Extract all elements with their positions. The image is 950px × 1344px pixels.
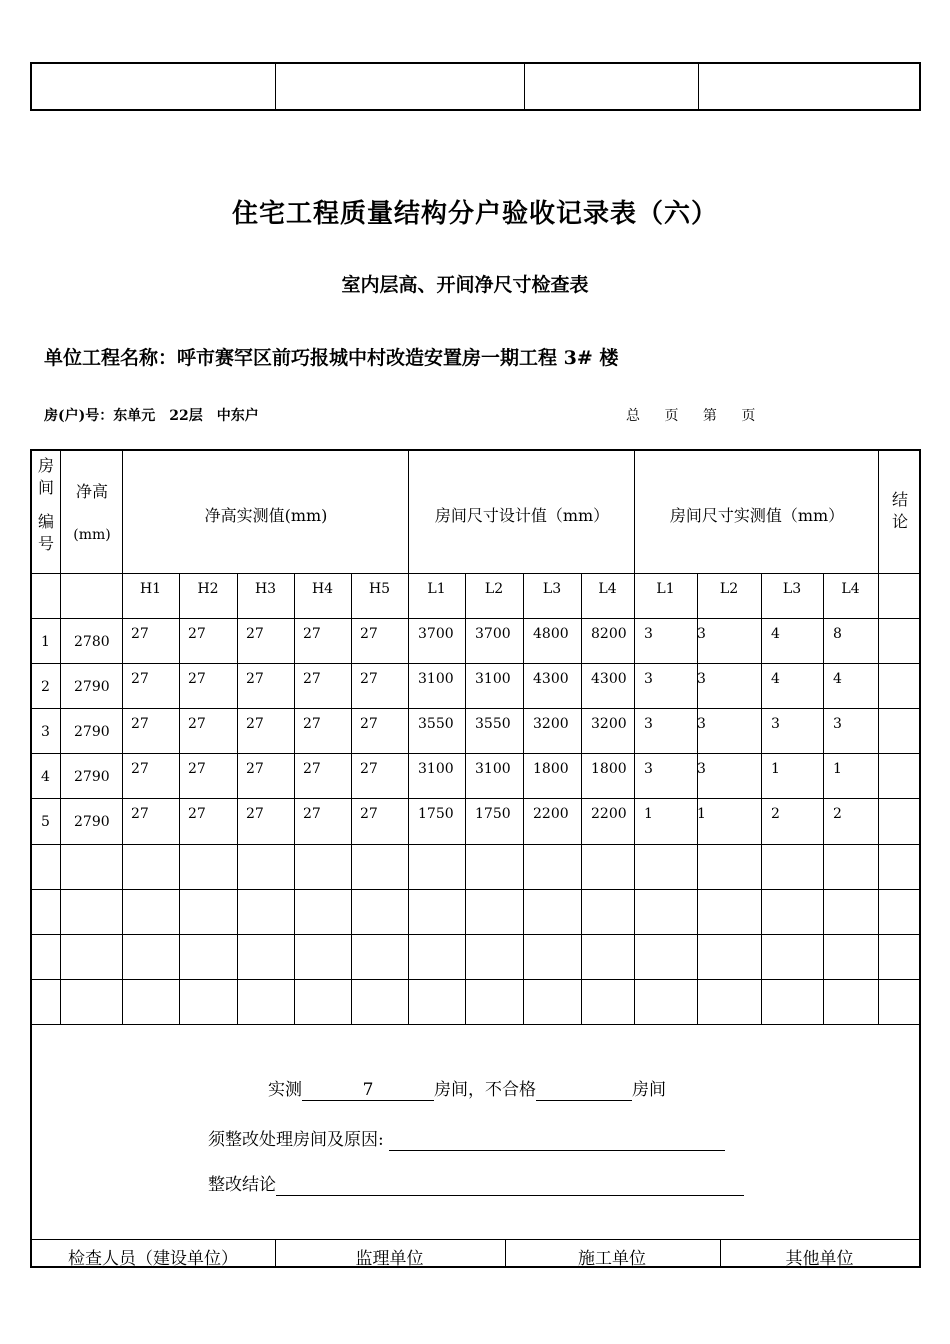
row-height-measured: 27 [360,671,378,687]
row-measured-size: 3 [644,716,653,732]
grid-line [878,451,879,573]
grid-line [32,663,919,664]
header-empty-box [30,62,921,111]
grid-line [32,1024,919,1025]
grid-line [634,451,635,573]
row-height-measured: 27 [131,626,149,642]
signature-supervisor: 监理单位 [355,1249,424,1269]
row-design-size: 3550 [418,716,454,732]
row-height-measured: 27 [303,806,321,822]
row-number: 4 [41,769,50,785]
grid-line [32,979,919,980]
row-height-measured: 27 [303,671,321,687]
vertical-char: 号 [37,534,54,553]
row-design-size: 3200 [533,716,569,732]
summary-rectify-label: 须整改处理房间及原因: [208,1130,384,1150]
header-measured-size: 房间尺寸实测值（mm） [669,506,845,525]
summary-rectify-line [208,1125,725,1151]
row-number: 3 [41,724,50,740]
row-height-measured: 27 [303,716,321,732]
row-net-height: 2790 [74,814,110,830]
row-measured-size: 4 [833,671,842,687]
row-measured-size: 3 [697,671,706,687]
row-measured-size: 4 [771,671,780,687]
inspection-table [30,449,921,1268]
row-design-size: 2200 [591,806,627,822]
row-height-measured: 27 [246,671,264,687]
sub-header-h5: H5 [368,581,391,597]
header-net-height-unit: (mm) [73,527,111,543]
sub-header-h4: H4 [311,581,334,597]
sub-header-l2: L2 [719,581,739,597]
header-net-height: 净高 [75,482,108,501]
summary-unqualified-count [536,1080,632,1101]
unit-info: 房(户)号：东单元 22层 中东户 [44,408,259,424]
row-design-size: 3550 [475,716,511,732]
row-number: 1 [41,634,50,650]
sub-header-l3: L3 [542,581,562,597]
row-design-size: 1800 [533,761,569,777]
row-measured-size: 1 [833,761,842,777]
sub-header-l3: L3 [782,581,802,597]
grid-line [32,753,919,754]
sub-header-h1: H1 [139,581,162,597]
row-measured-size: 3 [644,626,653,642]
signature-constructor: 施工单位 [578,1249,646,1269]
grid-line [122,451,123,573]
row-measured-size: 1 [771,761,780,777]
summary-conclusion-label: 整改结论 [208,1175,276,1195]
row-height-measured: 27 [246,626,264,642]
row-measured-size: 2 [771,806,780,822]
row-measured-size: 3 [697,716,706,732]
page-title: 住宅工程质量结构分户验收记录表（六） [231,199,718,229]
row-design-size: 3100 [475,671,511,687]
vertical-char: 结 [891,490,908,509]
sub-header-h2: H2 [197,581,219,597]
sub-header-l1: L1 [656,581,675,597]
row-design-size: 8200 [591,626,627,642]
row-height-measured: 27 [188,671,206,687]
row-measured-size: 1 [697,806,706,822]
row-net-height: 2790 [74,724,110,740]
row-design-size: 4800 [533,626,569,642]
header-conclusion [890,489,910,533]
summary-conclusion-blank [276,1175,744,1196]
sub-header-l4: L4 [598,581,617,597]
summary-measured-line [268,1075,666,1101]
grid-line [32,573,919,574]
summary-rectify-blank [389,1130,725,1151]
row-measured-size: 3 [697,761,706,777]
row-design-size: 3100 [418,671,454,687]
row-height-measured: 27 [360,806,378,822]
page-subtitle: 室内层高、开间净尺寸检查表 [341,274,589,296]
row-design-size: 3100 [418,761,454,777]
vertical-char: 房 [37,456,54,475]
row-measured-size: 2 [833,806,842,822]
row-number: 2 [41,679,50,695]
project-name: 单位工程名称：呼市赛罕区前巧报城中村改造安置房一期工程 3# 楼 [44,347,619,369]
row-design-size: 4300 [533,671,569,687]
row-number: 5 [41,814,50,830]
vertical-char: 编 [37,512,54,531]
row-height-measured: 27 [360,761,378,777]
row-design-size: 1800 [591,761,627,777]
row-design-size: 1750 [475,806,511,822]
row-net-height: 2780 [74,634,110,650]
row-height-measured: 27 [303,761,321,777]
sub-header-l2: L2 [484,581,504,597]
row-design-size: 1750 [418,806,454,822]
row-height-measured: 27 [188,806,206,822]
row-design-size: 3100 [475,761,511,777]
row-net-height: 2790 [74,769,110,785]
vertical-char: 间 [37,478,54,497]
row-measured-size: 3 [697,626,706,642]
row-measured-size: 3 [644,761,653,777]
row-measured-size: 3 [644,671,653,687]
row-measured-size: 1 [644,806,653,822]
summary-measured-count: 7 [302,1080,434,1101]
vertical-char: 论 [891,512,908,531]
row-design-size: 4300 [591,671,627,687]
grid-line [32,708,919,709]
row-height-measured: 27 [188,761,206,777]
row-design-size: 3700 [475,626,511,642]
summary-measured-label: 实测 [268,1080,302,1100]
row-net-height: 2790 [74,679,110,695]
sub-header-l4: L4 [841,581,860,597]
row-height-measured: 27 [188,716,206,732]
row-height-measured: 27 [131,671,149,687]
grid-line [408,451,409,573]
row-height-measured: 27 [360,716,378,732]
row-height-measured: 27 [360,626,378,642]
row-height-measured: 27 [131,806,149,822]
row-height-measured: 27 [131,761,149,777]
grid-line [32,844,919,845]
row-height-measured: 27 [188,626,206,642]
summary-unqualified-label: 房间，不合格 [434,1080,536,1100]
page-count: 总 页 第 页 [626,408,756,424]
row-height-measured: 27 [131,716,149,732]
row-design-size: 3700 [418,626,454,642]
summary-conclusion-line [208,1170,744,1196]
row-measured-size: 8 [833,626,842,642]
row-height-measured: 27 [246,761,264,777]
grid-line [32,1239,919,1240]
header-measured-height: 净高实测值(mm) [204,506,328,525]
row-design-size: 2200 [533,806,569,822]
row-height-measured: 27 [246,806,264,822]
row-measured-size: 4 [771,626,780,642]
sub-header-h3: H3 [254,581,277,597]
summary-rooms-label: 房间 [632,1080,666,1100]
row-height-measured: 27 [246,716,264,732]
grid-line [32,889,919,890]
row-design-size: 3200 [591,716,627,732]
header-room-no [36,455,56,555]
row-measured-size: 3 [833,716,842,732]
row-measured-size: 3 [771,716,780,732]
row-height-measured: 27 [303,626,321,642]
grid-line [60,451,61,573]
signature-other: 其他单位 [785,1249,854,1269]
grid-line [32,618,919,619]
grid-line [32,934,919,935]
signature-builder: 检查人员（建设单位） [68,1249,238,1269]
header-design-size: 房间尺寸设计值（mm） [434,506,610,525]
grid-line [32,798,919,799]
sub-header-l1: L1 [427,581,446,597]
